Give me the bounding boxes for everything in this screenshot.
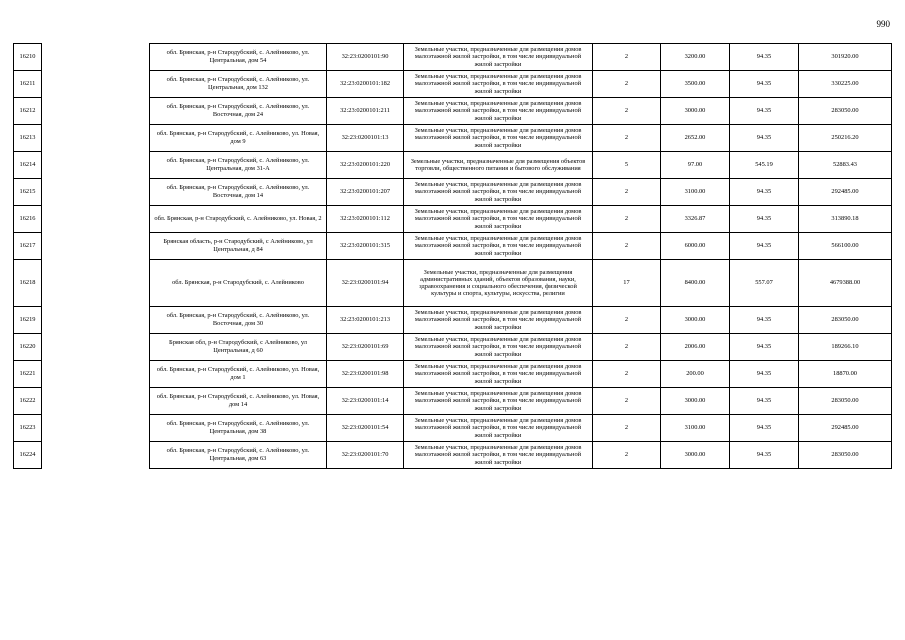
area-cell: 3100.00 (661, 179, 730, 206)
table-body (14, 44, 892, 469)
address-cell: обл. Брянская, р-н Стародубский, с. Алейниково, ул. Центральная, дом 31-А (150, 152, 327, 179)
row-number-cell: 16219 (14, 307, 42, 334)
address-cell: обл. Брянская, р-н Стародубский, с. Алейниково, ул. Новая, дом 9 (150, 125, 327, 152)
group-number-cell: 17 (593, 260, 661, 307)
area-cell: 6000.00 (661, 233, 730, 260)
area-cell: 3000.00 (661, 98, 730, 125)
address-cell: Брянская область, р-н Стародубский, с Алейниково, ул Центральная, д 84 (150, 233, 327, 260)
address-cell: обл. Брянская, р-н Стародубский, с. Алейниково (150, 260, 327, 307)
land-use-cell: Земельные участки, предназначенные для размещения домов малоэтажной жилой застройки, в том числе индивидуальной жилой застройки (404, 71, 593, 98)
specific-value-cell: 94.35 (730, 388, 799, 415)
address-cell: Брянская обл, р-н Стародубский, с Алейниково, ул Центральная, д 60 (150, 334, 327, 361)
land-use-cell: Земельные участки, предназначенные для размещения объектов торговли, общественного питания и бытового обслуживания (404, 152, 593, 179)
page-number: 990 (876, 19, 890, 29)
table-row (14, 307, 892, 334)
land-use-cell: Земельные участки, предназначенные для размещения административных зданий, объектов образования, науки, здравоохранения и социального обеспечения, физической культуры и спорта, культуры, искусства, религии (404, 260, 593, 307)
cadastral-number-cell: 32:23:0200101:207 (327, 179, 404, 206)
gap-cell (42, 206, 150, 233)
row-number-cell: 16214 (14, 152, 42, 179)
group-number-cell: 2 (593, 361, 661, 388)
address-cell: обл. Брянская, р-н Стародубский, с. Алейниково, ул. Восточная, дом 14 (150, 179, 327, 206)
row-number-cell: 16211 (14, 71, 42, 98)
table-row (14, 388, 892, 415)
cadastral-number-cell: 32:23:0200101:220 (327, 152, 404, 179)
address-cell: обл. Брянская, р-н Стародубский, с. Алейниково, ул. Новая, дом 14 (150, 388, 327, 415)
row-number-cell: 16213 (14, 125, 42, 152)
gap-cell (42, 388, 150, 415)
cadastral-value-cell: 292485.00 (799, 179, 892, 206)
group-number-cell: 2 (593, 233, 661, 260)
row-number-cell: 16218 (14, 260, 42, 307)
group-number-cell: 2 (593, 388, 661, 415)
cadastral-value-cell: 18870.00 (799, 361, 892, 388)
address-cell: обл. Брянская, р-н Стародубский, с. Алейниково, ул. Восточная, дом 30 (150, 307, 327, 334)
row-number-cell: 16224 (14, 442, 42, 469)
cadastral-number-cell: 32:23:0200101:94 (327, 260, 404, 307)
cadastral-number-cell: 32:23:0200101:182 (327, 71, 404, 98)
row-number-cell: 16215 (14, 179, 42, 206)
area-cell: 3200.00 (661, 44, 730, 71)
table-row (14, 260, 892, 307)
gap-cell (42, 260, 150, 307)
address-cell: обл. Брянская, р-н Стародубский, с. Алейниково, ул. Новая, дом 1 (150, 361, 327, 388)
cadastral-number-cell: 32:23:0200101:211 (327, 98, 404, 125)
group-number-cell: 2 (593, 125, 661, 152)
row-number-cell: 16210 (14, 44, 42, 71)
group-number-cell: 2 (593, 179, 661, 206)
land-use-cell: Земельные участки, предназначенные для размещения домов малоэтажной жилой застройки, в том числе индивидуальной жилой застройки (404, 307, 593, 334)
land-use-cell: Земельные участки, предназначенные для размещения домов малоэтажной жилой застройки, в том числе индивидуальной жилой застройки (404, 98, 593, 125)
gap-cell (42, 361, 150, 388)
cadastral-number-cell: 32:23:0200101:13 (327, 125, 404, 152)
cadastral-value-cell: 283050.00 (799, 98, 892, 125)
cadastral-number-cell: 32:23:0200101:90 (327, 44, 404, 71)
group-number-cell: 2 (593, 442, 661, 469)
table-row (14, 233, 892, 260)
gap-cell (42, 179, 150, 206)
cadastral-value-cell: 313890.18 (799, 206, 892, 233)
cadastral-value-cell: 283050.00 (799, 307, 892, 334)
land-use-cell: Земельные участки, предназначенные для размещения домов малоэтажной жилой застройки, в том числе индивидуальной жилой застройки (404, 334, 593, 361)
specific-value-cell: 94.35 (730, 71, 799, 98)
table-row (14, 442, 892, 469)
land-use-cell: Земельные участки, предназначенные для размещения домов малоэтажной жилой застройки, в том числе индивидуальной жилой застройки (404, 179, 593, 206)
row-number-cell: 16223 (14, 415, 42, 442)
specific-value-cell: 545.19 (730, 152, 799, 179)
row-number-cell: 16222 (14, 388, 42, 415)
address-cell: обл. Брянская, р-н Стародубский, с. Алейниково, ул. Центральная, дом 38 (150, 415, 327, 442)
table-row (14, 361, 892, 388)
address-cell: обл. Брянская, р-н Стародубский, с. Алейниково, ул. Центральная, дом 63 (150, 442, 327, 469)
area-cell: 8400.00 (661, 260, 730, 307)
cadastral-number-cell: 32:23:0200101:315 (327, 233, 404, 260)
group-number-cell: 2 (593, 98, 661, 125)
table-row (14, 334, 892, 361)
table-row (14, 179, 892, 206)
address-cell: обл. Брянская, р-н Стародубский, с. Алейниково, ул. Восточная, дом 24 (150, 98, 327, 125)
cadastral-value-cell: 330225.00 (799, 71, 892, 98)
area-cell: 3100.00 (661, 415, 730, 442)
group-number-cell: 2 (593, 307, 661, 334)
area-cell: 3326.87 (661, 206, 730, 233)
area-cell: 2652.00 (661, 125, 730, 152)
land-use-cell: Земельные участки, предназначенные для размещения домов малоэтажной жилой застройки, в том числе индивидуальной жилой застройки (404, 415, 593, 442)
specific-value-cell: 557.07 (730, 260, 799, 307)
specific-value-cell: 94.35 (730, 44, 799, 71)
area-cell: 97.00 (661, 152, 730, 179)
cadastral-number-cell: 32:23:0200101:54 (327, 415, 404, 442)
land-use-cell: Земельные участки, предназначенные для размещения домов малоэтажной жилой застройки, в том числе индивидуальной жилой застройки (404, 125, 593, 152)
gap-cell (42, 334, 150, 361)
row-number-cell: 16212 (14, 98, 42, 125)
land-use-cell: Земельные участки, предназначенные для размещения домов малоэтажной жилой застройки, в том числе индивидуальной жилой застройки (404, 206, 593, 233)
cadastral-value-cell: 301920.00 (799, 44, 892, 71)
row-number-cell: 16217 (14, 233, 42, 260)
gap-cell (42, 98, 150, 125)
specific-value-cell: 94.35 (730, 442, 799, 469)
gap-cell (42, 442, 150, 469)
specific-value-cell: 94.35 (730, 206, 799, 233)
group-number-cell: 5 (593, 152, 661, 179)
cadastral-value-cell: 283050.00 (799, 388, 892, 415)
row-number-cell: 16220 (14, 334, 42, 361)
area-cell: 3500.00 (661, 71, 730, 98)
gap-cell (42, 415, 150, 442)
table-row (14, 44, 892, 71)
cadastral-value-cell: 4679388.00 (799, 260, 892, 307)
specific-value-cell: 94.35 (730, 179, 799, 206)
cadastral-value-cell: 189266.10 (799, 334, 892, 361)
gap-cell (42, 233, 150, 260)
table-row (14, 415, 892, 442)
table-row (14, 206, 892, 233)
group-number-cell: 2 (593, 44, 661, 71)
address-cell: обл. Брянская, р-н Стародубский, с. Алейниково, ул. Центральная, дом 132 (150, 71, 327, 98)
area-cell: 2006.00 (661, 334, 730, 361)
gap-cell (42, 44, 150, 71)
cadastral-number-cell: 32:23:0200101:70 (327, 442, 404, 469)
cadastral-value-cell: 566100.00 (799, 233, 892, 260)
area-cell: 3000.00 (661, 388, 730, 415)
land-use-cell: Земельные участки, предназначенные для размещения домов малоэтажной жилой застройки, в том числе индивидуальной жилой застройки (404, 233, 593, 260)
specific-value-cell: 94.35 (730, 98, 799, 125)
table-row (14, 98, 892, 125)
group-number-cell: 2 (593, 415, 661, 442)
cadastral-value-cell: 292485.00 (799, 415, 892, 442)
specific-value-cell: 94.35 (730, 307, 799, 334)
cadastral-value-cell: 283050.00 (799, 442, 892, 469)
table-row (14, 152, 892, 179)
group-number-cell: 2 (593, 206, 661, 233)
cadastral-number-cell: 32:23:0200101:14 (327, 388, 404, 415)
land-use-cell: Земельные участки, предназначенные для размещения домов малоэтажной жилой застройки, в том числе индивидуальной жилой застройки (404, 388, 593, 415)
area-cell: 3000.00 (661, 442, 730, 469)
table-row (14, 125, 892, 152)
address-cell: обл. Брянская, р-н Стародубский, с. Алейниково, ул. Новая, 2 (150, 206, 327, 233)
cadastral-value-cell: 250216.20 (799, 125, 892, 152)
address-cell: обл. Брянская, р-н Стародубский, с. Алейниково, ул. Центральная, дом 54 (150, 44, 327, 71)
specific-value-cell: 94.35 (730, 415, 799, 442)
land-use-cell: Земельные участки, предназначенные для размещения домов малоэтажной жилой застройки, в том числе индивидуальной жилой застройки (404, 361, 593, 388)
cadastral-number-cell: 32:23:0200101:112 (327, 206, 404, 233)
group-number-cell: 2 (593, 334, 661, 361)
area-cell: 3000.00 (661, 307, 730, 334)
cadastral-number-cell: 32:23:0200101:69 (327, 334, 404, 361)
land-use-cell: Земельные участки, предназначенные для размещения домов малоэтажной жилой застройки, в том числе индивидуальной жилой застройки (404, 442, 593, 469)
row-number-cell: 16221 (14, 361, 42, 388)
gap-cell (42, 125, 150, 152)
cadastral-number-cell: 32:23:0200101:98 (327, 361, 404, 388)
gap-cell (42, 71, 150, 98)
land-use-cell: Земельные участки, предназначенные для размещения домов малоэтажной жилой застройки, в том числе индивидуальной жилой застройки (404, 44, 593, 71)
specific-value-cell: 94.35 (730, 361, 799, 388)
row-number-cell: 16216 (14, 206, 42, 233)
group-number-cell: 2 (593, 71, 661, 98)
specific-value-cell: 94.35 (730, 233, 799, 260)
cadastral-value-table (13, 43, 892, 469)
cadastral-number-cell: 32:23:0200101:213 (327, 307, 404, 334)
cadastral-value-cell: 52883.43 (799, 152, 892, 179)
specific-value-cell: 94.35 (730, 334, 799, 361)
specific-value-cell: 94.35 (730, 125, 799, 152)
area-cell: 200.00 (661, 361, 730, 388)
table-row (14, 71, 892, 98)
gap-cell (42, 152, 150, 179)
gap-cell (42, 307, 150, 334)
